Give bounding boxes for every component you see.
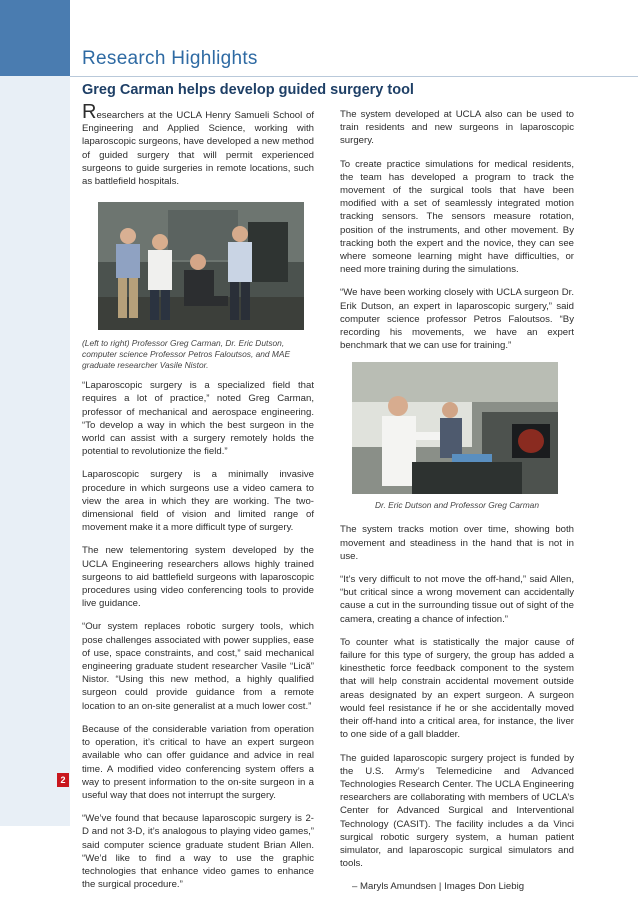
right-column xyxy=(340,108,574,904)
body-paragraph: The system developed at UCLA also can be used to train residents and new surgeons in laparoscopic surgery. xyxy=(340,109,574,147)
surgery-lab-photo xyxy=(352,362,558,494)
body-paragraph: Laparoscopic surgery is a minimally invasive procedure in which surgeons use a video camera to view the area in which they are working. The two-dimensional field of vision and limited range of movement make it a more difficult type of surgery. xyxy=(82,469,314,534)
section-divider xyxy=(70,76,638,77)
left-margin-stripe xyxy=(0,76,70,826)
header-color-block xyxy=(0,0,70,76)
body-paragraph: The guided laparoscopic surgery project is funded by the U.S. Army’s Telemedicine and Advanced Technologies Research Center. The UCLA Engineering researchers are collaborating with members of UCLA’s Center for Advanced Surgical and Interventional Technology (CASIT). The facility includes a da Vinci surgical robotic surgery system, a human patient simulator, and laparoscopic surgical simulators and tools. xyxy=(340,752,574,870)
intro-paragraph xyxy=(82,101,315,188)
surgery-lab-illustration xyxy=(352,362,558,494)
body-paragraph: To create practice simulations for medical residents, the team has developed a program to track the movement of the surgical tools that have been modified with a set of seamlessly integrated motion tracking sensors. The sensors measure rotation, position of the instruments, and other movement. By tracking both the expert and the novice, they can see where someone learning might have difficulties, or need more training during the simulations. xyxy=(340,158,574,276)
body-paragraph: “We have been working closely with UCLA surgeon Dr. Erik Dutson, an expert in laparoscopic surgery,” said computer science professor Petros Faloutsos. “By recording his movements, we have an expert benchmark that we can use for training.” xyxy=(340,287,574,352)
page-number-badge: 2 xyxy=(57,773,69,787)
group-photo-caption: (Left to right) Professor Greg Carman, Dr. Eric Dutson, computer science Professor Petros Faloutsos, and MAE graduate researcher Vasile Nistor. xyxy=(82,338,291,371)
body-paragraph: “Our system replaces robotic surgery tools, which pose challenges associated with power supplies, ease of use, space constraints, and cost,” said mechanical engineering graduate student researcher Vasile “Lică” Nistor. “Using this new method, a highly qualified surgeon could provide guidance from a remote location to an on-site generalist at a much lower cost.” xyxy=(82,621,314,712)
body-paragraph: The new telementoring system developed by the UCLA Engineering researchers allows highly trained surgeons to aid battlefield surgeons with laparoscopic procedures using video conferencing tools to provide live guidance. xyxy=(82,545,314,610)
group-photo-illustration xyxy=(98,202,304,330)
body-paragraph: “We’ve found that because laparoscopic surgery is 2-D and not 3-D, it’s analogous to playing video games,” said computer science graduate student Brian Allen. “We’d like to find a way to use the graphic technologies that enhance video games to enhance the surgical procedure.” xyxy=(82,813,314,891)
intro-text: esearchers at the UCLA Henry Samueli School of Engineering and Applied Science, working with laparoscopic surgeons, have developed a new method of guided surgery that will permit experienced surgeons to guide surgeries in remote locations, such as battlefield hospitals. xyxy=(82,110,315,188)
group-photo xyxy=(98,202,304,330)
body-paragraph: The system tracks motion over time, showing both movement and steadiness in the hand that is not in use. xyxy=(340,524,574,562)
body-paragraph: “It’s very difficult to not move the off-hand,” said Allen, “but critical since a wrong movement can accidentally cause a cut in the surrounding tissue out of sight of the camera, creating a chance of infection.” xyxy=(340,574,574,625)
drop-cap: R xyxy=(82,101,97,123)
lab-photo-caption: Dr. Eric Dutson and Professor Greg Carman xyxy=(375,500,539,511)
left-column xyxy=(82,101,315,901)
body-paragraph: “Laparoscopic surgery is a specialized field that requires a lot of practice,” noted Greg Carman, professor of mechanical and aerospace engineering. “To develop a way in which the best surgeon in the world can assist with a surgery remotely holds the potential to revolutionize the field.” xyxy=(82,380,314,458)
body-paragraph: Because of the considerable variation from operation to operation, it’s critical to have an expert surgeon available who can offer guidance and advice in real time. A modified video conferencing system offers a way to present information to the on-site surgeon in a useful way that does not interrupt the surgery. xyxy=(82,723,314,801)
byline: – Maryls Amundsen | Images Don Liebig xyxy=(352,881,525,893)
section-title: Research Highlights xyxy=(82,48,258,69)
article-headline: Greg Carman helps develop guided surgery tool xyxy=(82,82,414,98)
body-paragraph: To counter what is statistically the major cause of failure for this type of surgery, the group has added a kinesthetic force feedback component to the system that will help constrain accidental movement outside areas designated by an expert surgeon. A surgeon would feel resistance if he or she accidentally moved their off-hand into a critical area, for instance, the liver to one side of a gall bladder. xyxy=(340,636,574,741)
